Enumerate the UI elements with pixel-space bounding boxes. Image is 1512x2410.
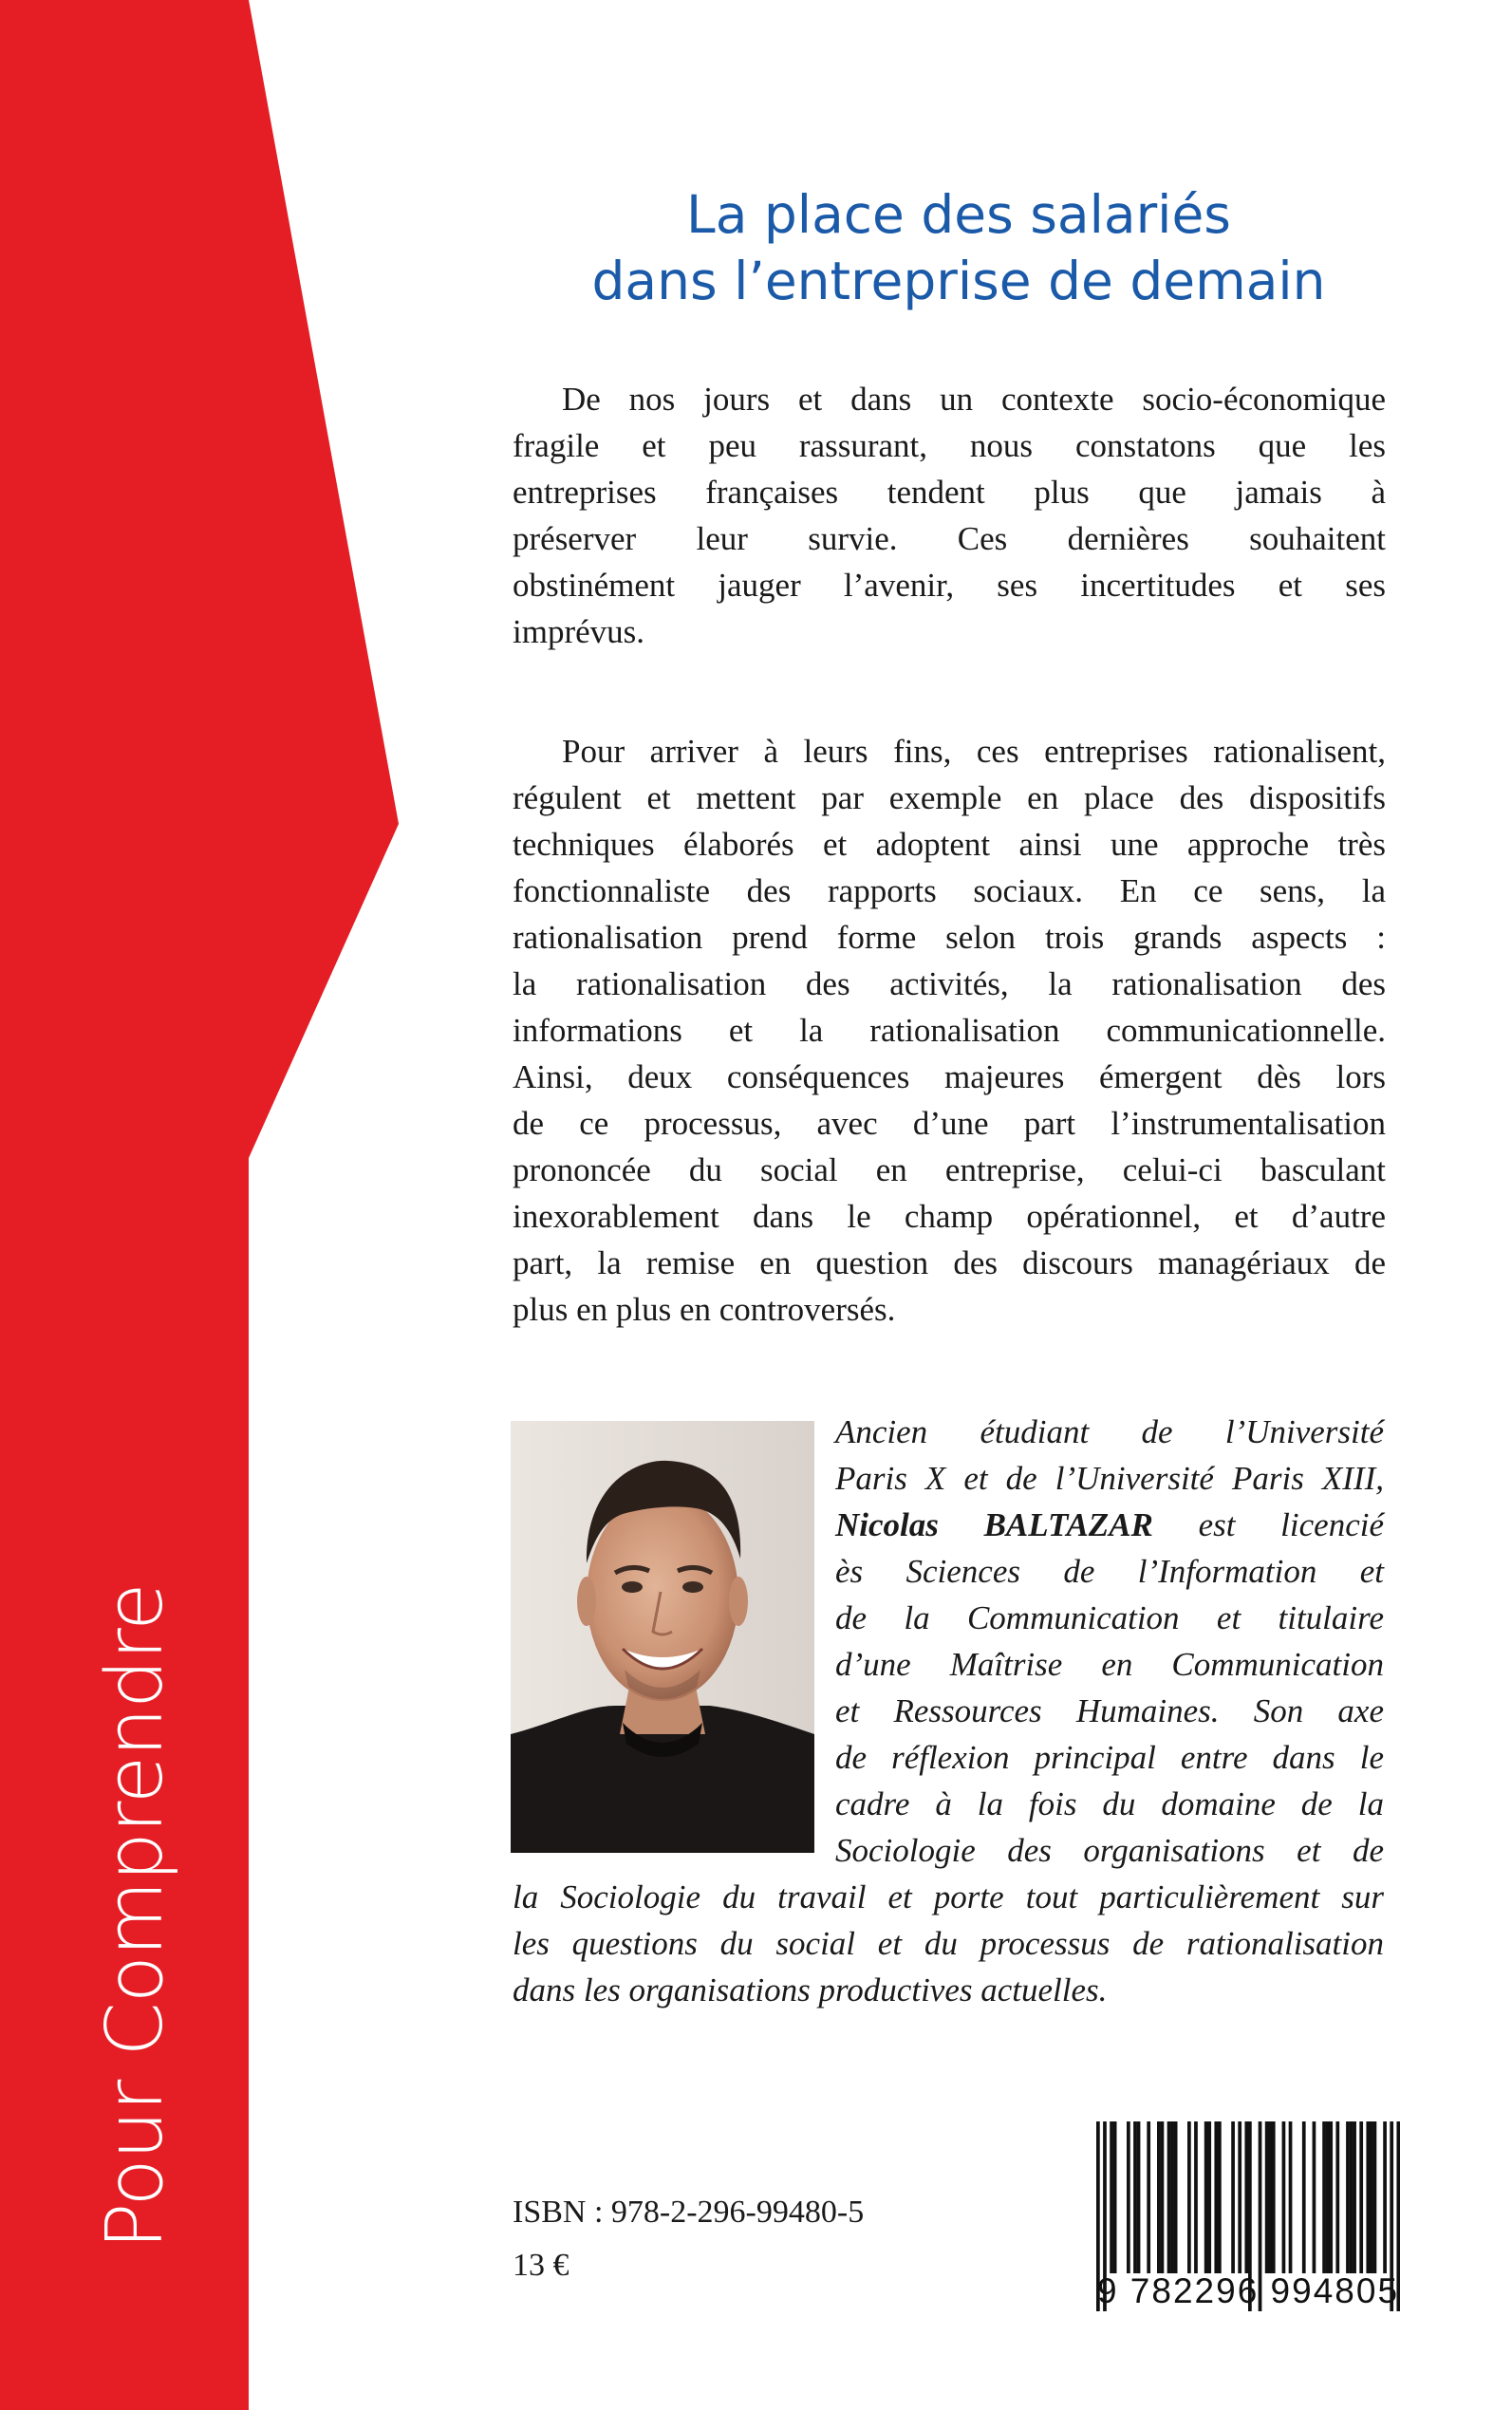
author-name: Nicolas BALTAZAR: [835, 1506, 1153, 1543]
barcode-bar: [1167, 2121, 1171, 2273]
barcode-bar: [1383, 2121, 1387, 2273]
barcode-bar: [1346, 2121, 1350, 2273]
series-label: Pour Comprendre: [90, 1583, 180, 2250]
bio-line: [835, 1502, 1384, 1548]
barcode-bar: [1110, 2121, 1113, 2273]
barcode-bar: [1214, 2121, 1218, 2273]
author-bio-lower: [513, 1874, 1384, 2013]
bio-line: de la Communication et titulaire: [835, 1599, 1384, 1636]
barcode-bar: [1157, 2121, 1161, 2273]
text-line: part, la remise en question des discours managériaux de: [513, 1244, 1386, 1281]
barcode-bar: [1194, 2121, 1198, 2273]
barcode-bar: [1127, 2121, 1130, 2273]
text-line: techniques élaborés et adoptent ainsi une approche très: [513, 826, 1386, 863]
text-line: fonctionnaliste des rapports sociaux. En ce sens, la: [513, 872, 1386, 909]
barcode-bar: [1322, 2121, 1326, 2273]
bio-line: la Sociologie du travail et porte tout particulièrement sur: [513, 1878, 1384, 1915]
barcode-bar: [1147, 2121, 1150, 2273]
barcode-bar: [1244, 2121, 1248, 2273]
bio-line: Paris X et de l’Université Paris XIII,: [835, 1460, 1384, 1497]
barcode-bar: [1238, 2121, 1241, 2273]
barcode-bar: [1170, 2121, 1174, 2273]
text-line: rationalisation prend forme selon trois grands aspects :: [513, 919, 1386, 956]
barcode-bar: [1373, 2121, 1377, 2273]
book-title-line-2: dans l’entreprise de demain: [591, 250, 1326, 311]
barcode-bar: [1353, 2121, 1356, 2273]
barcode-bar: [1366, 2121, 1370, 2273]
barcode-bar: [1313, 2121, 1316, 2273]
text-line: fragile et peu rassurant, nous constatons que les: [513, 427, 1386, 464]
red-band-shape: [0, 0, 399, 2410]
text-line: prononcée du social en entreprise, celui-ci basculant: [513, 1151, 1386, 1188]
barcode-bar: [1265, 2121, 1269, 2273]
barcode-bar: [1329, 2121, 1333, 2273]
bio-line: Sociologie des organisations et de: [835, 1832, 1384, 1869]
barcode-bar: [1161, 2121, 1165, 2273]
red-side-band: [0, 0, 408, 2410]
author-bio-upper: [835, 1409, 1384, 1874]
text-line: régulent et mettent par exemple en place des dispositifs: [513, 779, 1386, 816]
text-line: Pour arriver à leurs fins, ces entreprises rationalisent,: [562, 733, 1386, 770]
barcode-bar: [1207, 2121, 1211, 2273]
summary-paragraph-2: [513, 728, 1386, 1333]
book-title: [494, 182, 1424, 315]
text-line: imprévus.: [513, 613, 645, 650]
bio-line: et Ressources Humaines. Son axe: [835, 1692, 1384, 1729]
barcode-bar: [1289, 2121, 1293, 2273]
bio-line: dans les organisations productives actuelles.: [513, 1971, 1108, 2008]
text-line: Ainsi, deux conséquences majeures émergent dès lors: [513, 1058, 1386, 1095]
text-line: de ce processus, avec d’une part l’instrumentalisation: [513, 1105, 1386, 1142]
barcode-bar: [1187, 2121, 1191, 2273]
barcode-bar: [1268, 2121, 1272, 2273]
barcode-bar: [1231, 2121, 1235, 2273]
bio-line: d’une Maîtrise en Communication: [835, 1646, 1384, 1683]
bio-line: Ancien étudiant de l’Université: [835, 1413, 1384, 1450]
barcode-bar: [1359, 2121, 1363, 2273]
text-line: préserver leur survie. Ces dernières souhaitent: [513, 520, 1386, 557]
barcode-digits: 9 782296 994805: [1096, 2271, 1400, 2310]
summary-paragraph-1: [513, 376, 1386, 655]
book-title-line-1: La place des salariés: [686, 184, 1231, 245]
text-line: De nos jours et dans un contexte socio-économique: [562, 381, 1386, 418]
text-line: informations et la rationalisation communicationnelle.: [513, 1012, 1386, 1049]
barcode-bar: [1174, 2121, 1178, 2273]
author-photo: [511, 1421, 814, 1853]
text-line: la rationalisation des activités, la rationalisation des: [513, 965, 1386, 1002]
barcode-bar: [1272, 2121, 1276, 2273]
bio-line: de réflexion principal entre dans le: [835, 1739, 1384, 1776]
barcode-bar: [1204, 2121, 1208, 2273]
barcode-bar: [1335, 2121, 1339, 2273]
barcode-bar: [1370, 2121, 1373, 2273]
isbn-label: ISBN : 978-2-296-99480-5: [513, 2195, 865, 2230]
barcode-bar: [1326, 2121, 1330, 2273]
barcode-bar: [1113, 2121, 1117, 2273]
bio-line-rest: est licencié: [1152, 1506, 1384, 1543]
barcode-bar: [1218, 2121, 1222, 2273]
barcode-bar: [1302, 2121, 1306, 2273]
bio-line: cadre à la fois du domaine de la: [835, 1785, 1384, 1822]
barcode-bar: [1133, 2121, 1137, 2273]
text-line: inexorablement dans le champ opérationnel, et d’autre: [513, 1198, 1386, 1235]
text-line: plus en plus en controversés.: [513, 1291, 896, 1328]
barcode-bar: [1282, 2121, 1286, 2273]
bio-line: les questions du social et du processus de rationalisation: [513, 1925, 1384, 1962]
barcode-bar: [1350, 2121, 1353, 2273]
price-label: 13 €: [513, 2248, 569, 2283]
bio-line: ès Sciences de l’Information et: [835, 1553, 1384, 1590]
barcode-bar: [1137, 2121, 1141, 2273]
text-line: obstinément jauger l’avenir, ses incertitudes et ses: [513, 567, 1386, 604]
text-line: entreprises françaises tendent plus que jamais à: [513, 474, 1386, 511]
